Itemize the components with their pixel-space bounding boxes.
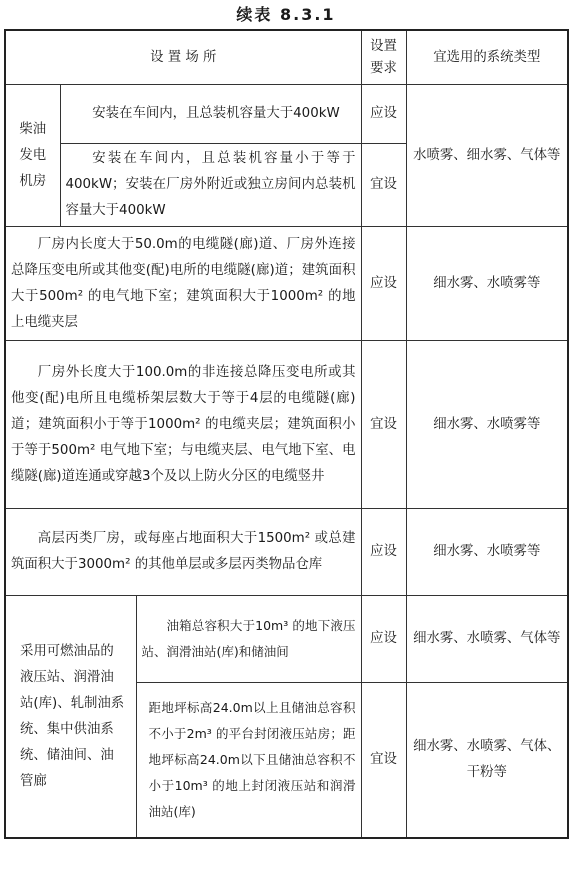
- warehouse-req: 应设: [361, 509, 406, 596]
- oil-sub2: 距地坪标高24.0m以上且储油总容积不小于2m³ 的平台封闭液压站房；距地坪标高24.0m以下且储油总容积不小于10m³ 的地上封闭液压站和润滑油站(库): [136, 683, 361, 839]
- oil-req1: 应设: [361, 596, 406, 683]
- cable-tunnel-a-req: 应设: [361, 227, 406, 341]
- oil-req2: 宜设: [361, 683, 406, 839]
- diesel-req2: 宜设: [361, 144, 406, 227]
- diesel-category: 柴油发电机房: [5, 85, 60, 227]
- diesel-system: 水喷雾、细水雾、气体等: [406, 85, 568, 227]
- oil-system1: 细水雾、水喷雾、气体等: [406, 596, 568, 683]
- cable-tunnel-a-system: 细水雾、水喷雾等: [406, 227, 568, 341]
- header-requirement-line1: 设置: [370, 38, 397, 54]
- header-requirement: [361, 30, 406, 85]
- header-row: [5, 30, 568, 85]
- cable-tunnel-b-text: 厂房外长度大于100.0m的非连接总降压变电所或其他变(配)电所且电缆桥架层数大于等于4层的电缆隧(廊)道；建筑面积小于等于1000m² 的电缆夹层；建筑面积小于等于500m² 电气地下室；与电缆夹层、电气地下室、电缆隧(廊)道连通或穿越3个及以上防火分区的电缆竖井: [5, 341, 361, 509]
- diesel-sub2: 安装在车间内，且总装机容量小于等于400kW；安装在厂房外附近或独立房间内总装机容量大于400kW: [60, 144, 361, 227]
- table-row: [5, 509, 568, 596]
- diesel-sub1: 安装在车间内，且总装机容量大于400kW: [60, 85, 361, 144]
- oil-sub1: 油箱总容积大于10m³ 的地下液压站、润滑油站(库)和储油间: [136, 596, 361, 683]
- header-requirement-line2: 要求: [370, 60, 397, 76]
- header-place: 设 置 场 所: [5, 30, 361, 85]
- warehouse-text: 高层丙类厂房，或每座占地面积大于1500m² 或总建筑面积大于3000m² 的其他单层或多层丙类物品仓库: [5, 509, 361, 596]
- cable-tunnel-b-system: 细水雾、水喷雾等: [406, 341, 568, 509]
- fire-system-table: [4, 29, 569, 839]
- cable-tunnel-b-req: 宜设: [361, 341, 406, 509]
- table-row: [5, 596, 568, 683]
- diesel-req1: 应设: [361, 85, 406, 144]
- table-row: [5, 85, 568, 144]
- table-row: [5, 227, 568, 341]
- table-row: [5, 341, 568, 509]
- cable-tunnel-a-text: 厂房内长度大于50.0m的电缆隧(廊)道、厂房外连接总降压变电所或其他变(配)电所的电缆隧(廊)道；建筑面积大于500m² 的电气地下室；建筑面积大于1000m² 的地上电缆夹层: [5, 227, 361, 341]
- table-title: 续表 8.3.1: [236, 5, 336, 24]
- oil-category: 采用可燃油品的液压站、润滑油站(库)、轧制油系统、集中供油系统、储油间、油管廊: [5, 596, 136, 839]
- header-system: 宜选用的系统类型: [406, 30, 568, 85]
- oil-system2: 细水雾、水喷雾、气体、干粉等: [406, 683, 568, 839]
- warehouse-system: 细水雾、水喷雾等: [406, 509, 568, 596]
